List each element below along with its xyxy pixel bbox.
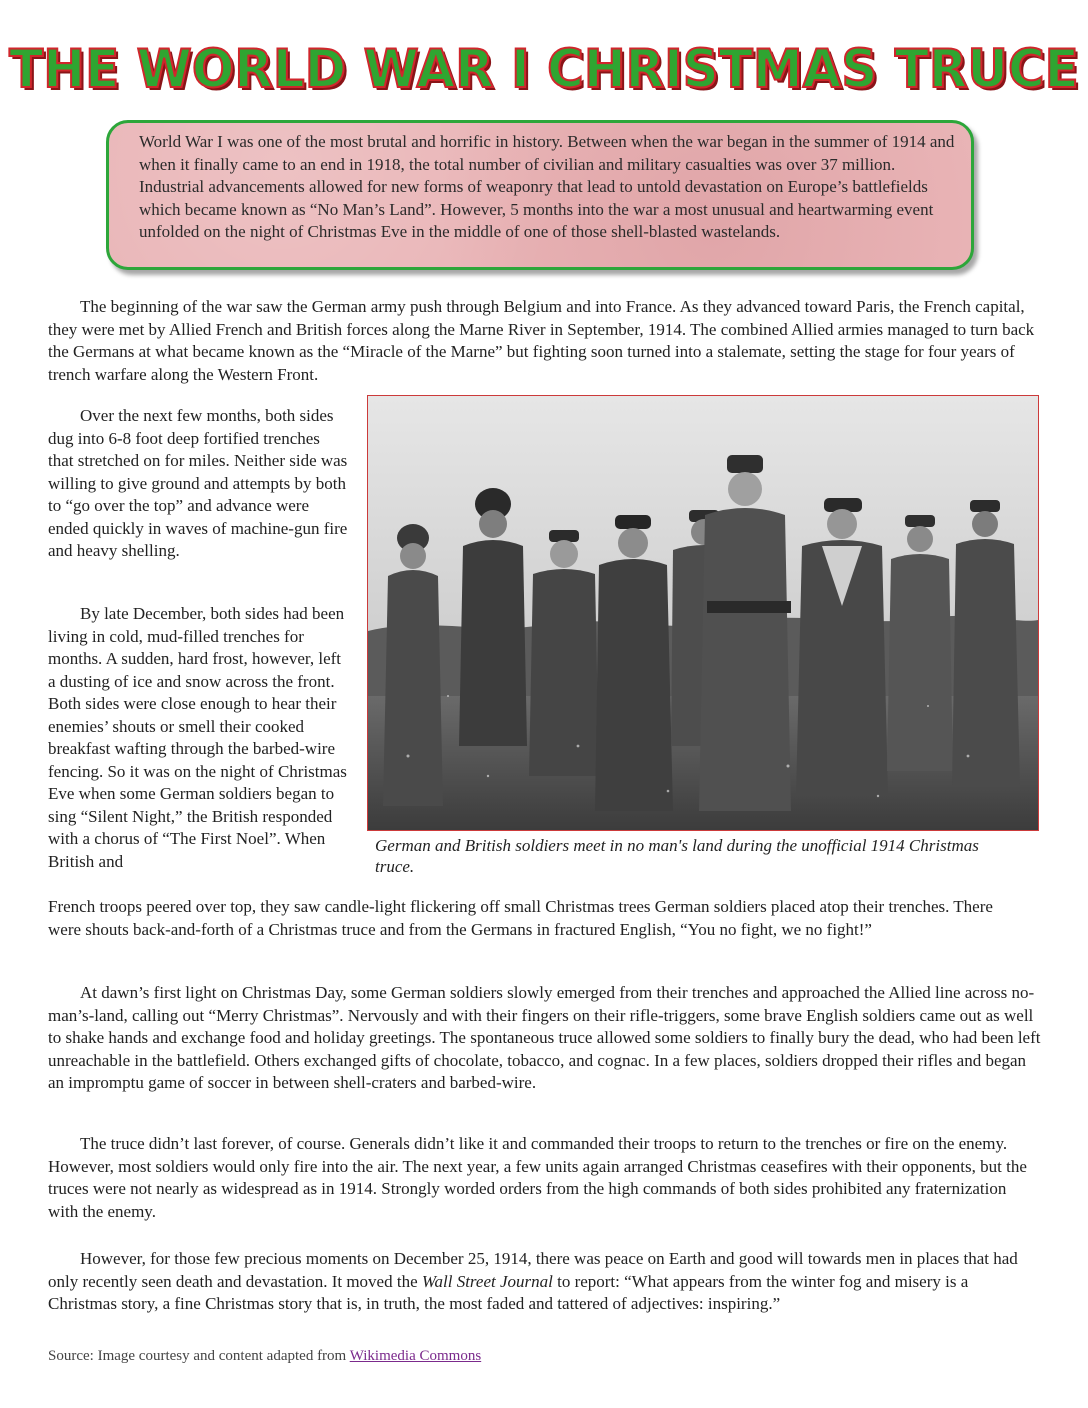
soldiers-photo-illustration	[368, 396, 1038, 830]
paragraph-6-text-b: to report: “What appears from the winter fog and misery is a Christmas story, a fine Christmas story that is, in truth, the most faded and tattered of adjectives: inspiring.”	[48, 1271, 969, 1313]
paragraph-6-text-a: However, for those few precious moments on December 25, 1914, there was peace on Earth and good will towards men in places that had only recently seen death and devastation. It moved the	[48, 1249, 1018, 1291]
paragraph-4: At dawn’s first light on Christmas Day, some German soldiers slowly emerged from their trenches and approached the Allied line across no-man’s-land, calling out “Merry Christmas”. Nervously and with their fingers on their rifle-triggers, some brave English soldiers came out as well to shake hands and exchange food and holiday greetings. The spontaneous truce allowed some soldiers to finally bury the dead, who had been left unreachable in the battlefield. Others exchanged gifts of chocolate, tobacco, and cognac. In a few places, soldiers dropped their rifles and began an impromptu game of soccer in between shell-craters and barbed-wire.	[48, 983, 1041, 1092]
intro-box: World War I was one of the most brutal and horrific in history. Between when the war began in the summer of 1914 and when it finally came to an end in 1918, the total number of civilian and military casualties was over 37 million. Industrial advancements allowed for new forms of weaponry that lead to untold devastation on Europe’s battlefields which became known as “No Man’s Land”. However, 5 months into the war a most unusual and heartwarming event unfolded on the night of Christmas Eve in the middle of one of those shell-blasted wastelands.	[106, 120, 974, 270]
newspaper-name: Wall Street Journal	[421, 1271, 553, 1291]
paragraph-6	[48, 1248, 1038, 1316]
paragraph-5: The truce didn’t last forever, of course. Generals didn’t like it and commanded their troops to return to the trenches or fire on the enemy. However, most soldiers would only fire into the air. The next year, a few units again arranged Christmas ceasefires with their opponents, but the truces were not nearly as widespread as in 1914. Strongly worded orders from the high commands of both sides prohibited any fraternization with the enemy.	[48, 1134, 1027, 1221]
paragraph-1: The beginning of the war saw the German army push through Belgium and into France. As they advanced toward Paris, the French capital, they were met by Allied French and British forces along the Marne River in September, 1914. The combined Allied armies managed to turn back the Germans at what became known as the “Miracle of the Marne” but fighting soon turned into a stalemate, setting the stage for four years of trench warfare along the Western Front.	[48, 297, 1035, 384]
source-line	[48, 1348, 481, 1365]
truce-photo	[367, 395, 1039, 831]
page-title: THE WORLD WAR I CHRISTMAS TRUCE	[9, 38, 1079, 100]
paragraph-3-continued: French troops peered over top, they saw candle-light flickering off small Christmas trees German soldiers placed atop their trenches. There were shouts back-and-forth of a Christmas truce and from the Germans in fractured English, “You no fight, we no fight!”	[48, 897, 993, 939]
paragraph-2: Over the next few months, both sides dug into 6-8 foot deep fortified trenches that stretched on for miles. Neither side was willing to give ground and attempts by both to “go over the top” and advance were ended quickly in waves of machine-gun fire and heavy shelling.	[48, 406, 348, 560]
wikimedia-commons-link[interactable]: Wikimedia Commons	[349, 1348, 482, 1364]
source-prefix: Source: Image courtesy and content adapted from	[48, 1348, 350, 1364]
photo-caption: German and British soldiers meet in no man's land during the unofficial 1914 Christmas truce.	[375, 836, 979, 876]
paragraph-3: By late December, both sides had been living in cold, mud-filled trenches for months. A sudden, hard frost, however, left a dusting of ice and snow across the front. Both sides were close enough to hear their enemies’ shouts or smell their cooked breakfast wafting through the barbed-wire fencing. So it was on the night of Christmas Eve when some German soldiers began to sing “Silent Night,” the British responded with a chorus of “The First Noel”. When British and	[48, 604, 347, 871]
